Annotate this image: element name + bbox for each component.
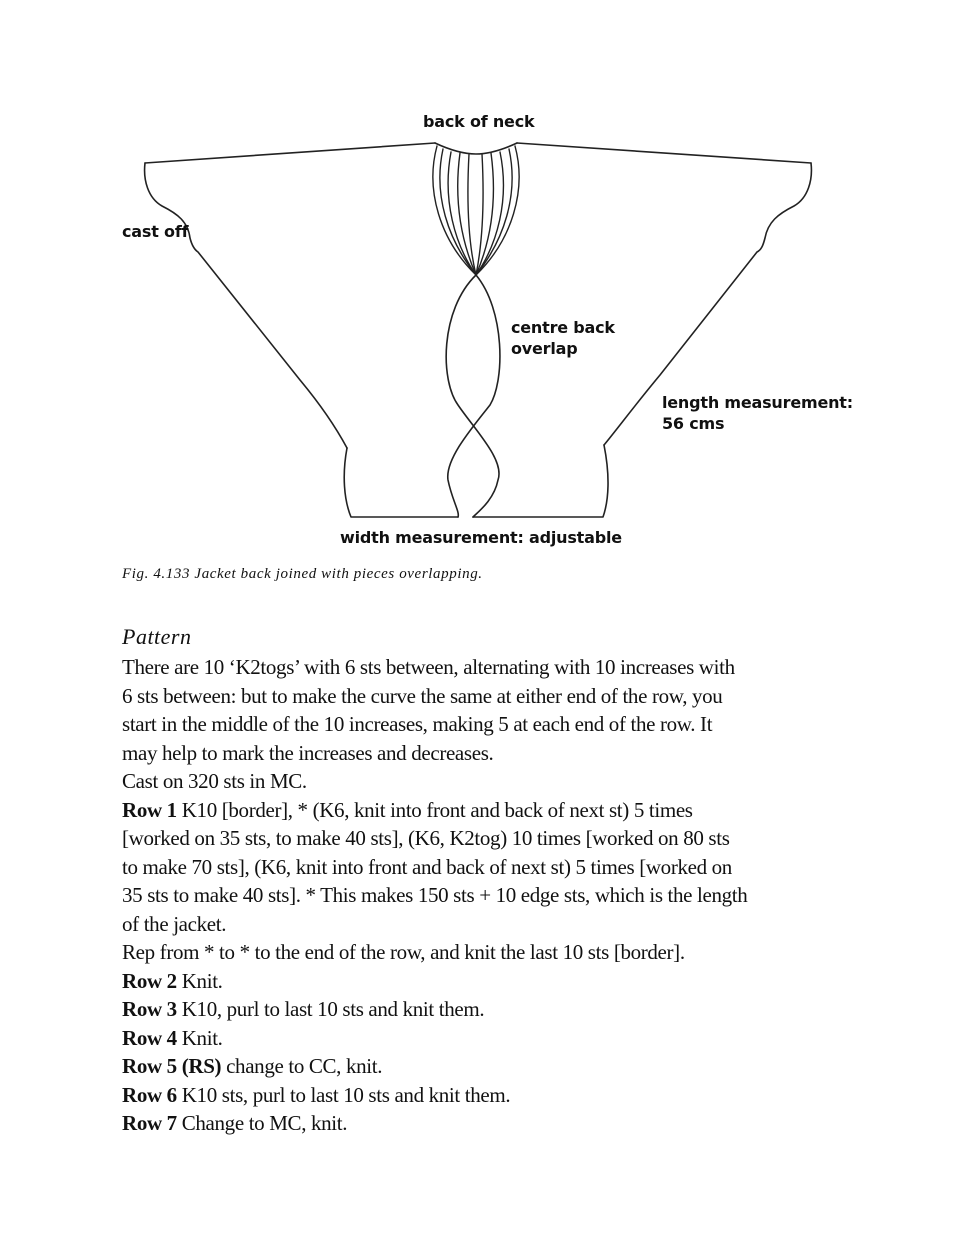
centre-overlap-strand-b xyxy=(448,275,500,517)
row-1-continuation: [worked on 35 sts, to make 40 sts], (K6, K2tog) 10 times [worked on 80 sts xyxy=(122,826,730,850)
row-4-text: Knit. xyxy=(176,1025,223,1050)
top-edge-right xyxy=(517,143,811,163)
top-edge-left xyxy=(145,143,435,163)
row-1-continuation: of the jacket. xyxy=(122,911,227,936)
intro-line: start in the middle of the 10 increases, making 5 at each end of the row. It xyxy=(122,712,713,736)
intro-line: 6 sts between: but to make the curve the same at either end of the row, you xyxy=(122,683,723,708)
row-2-label: Row 2 xyxy=(122,968,177,993)
figure-caption: Fig. 4.133 Jacket back joined with pieces overlapping. xyxy=(122,566,483,582)
row-4-label: Row 4 xyxy=(122,1025,177,1050)
pattern-heading: Pattern xyxy=(122,624,192,649)
row-1-text: K10 [border], * (K6, knit into front and back of next st) 5 times xyxy=(176,797,693,822)
row-7-text: Change to MC, knit. xyxy=(176,1111,348,1135)
row-7-label: Row 7 xyxy=(122,1111,177,1135)
row-1-line xyxy=(122,796,862,825)
jacket-back-diagram xyxy=(0,0,970,560)
intro-line: may help to mark the increases and decreases. xyxy=(122,740,494,765)
row-2-text: Knit. xyxy=(176,968,223,993)
repeat-line: Rep from * to * to the end of the row, and knit the last 10 sts [border]. xyxy=(122,940,685,964)
back-of-neck-label: back of neck xyxy=(423,112,535,131)
width-measurement-label: width measurement: adjustable xyxy=(340,528,622,547)
row-1-continuation: 35 sts to make 40 sts]. * This makes 150 sts + 10 edge sts, which is the length xyxy=(122,883,748,907)
row-2-line xyxy=(122,967,862,996)
row-5-text: change to CC, knit. xyxy=(221,1054,383,1078)
centre-back-label-line1: centre back xyxy=(511,318,615,337)
row-3-line xyxy=(122,995,862,1024)
jacket-outline-drawing xyxy=(0,0,970,560)
centre-back-label-line2: overlap xyxy=(511,339,578,358)
row-4-line xyxy=(122,1024,862,1053)
centre-overlap-strand-a xyxy=(446,275,499,517)
row-1-label: Row 1 xyxy=(122,797,177,822)
intro-line: There are 10 ‘K2togs’ with 6 sts between, alternating with 10 increases with xyxy=(122,655,735,679)
pattern-instructions xyxy=(122,653,862,1138)
row-3-text: K10, purl to last 10 sts and knit them. xyxy=(176,997,485,1021)
length-measurement-label xyxy=(662,392,853,434)
row-5-line xyxy=(122,1052,862,1081)
neck-curve xyxy=(435,143,517,154)
row-7-line xyxy=(122,1109,862,1138)
length-label-line1: length measurement: xyxy=(662,393,853,412)
row-5-label: Row 5 (RS) xyxy=(122,1054,222,1078)
left-hem-curve xyxy=(344,448,458,517)
length-label-line2: 56 cms xyxy=(662,414,725,433)
cast-on-line: Cast on 320 sts in MC. xyxy=(122,769,307,793)
row-6-label: Row 6 xyxy=(122,1082,177,1107)
row-6-line xyxy=(122,1081,862,1110)
neck-gathers xyxy=(433,146,519,275)
left-cast-off-edge xyxy=(145,163,347,448)
row-6-text: K10 sts, purl to last 10 sts and knit them. xyxy=(176,1082,511,1107)
row-1-continuation: to make 70 sts], (K6, knit into front and back of next st) 5 times [worked on xyxy=(122,854,732,879)
centre-back-overlap-label xyxy=(511,317,615,359)
cast-off-label: cast off xyxy=(122,222,189,241)
row-3-label: Row 3 xyxy=(122,997,177,1021)
